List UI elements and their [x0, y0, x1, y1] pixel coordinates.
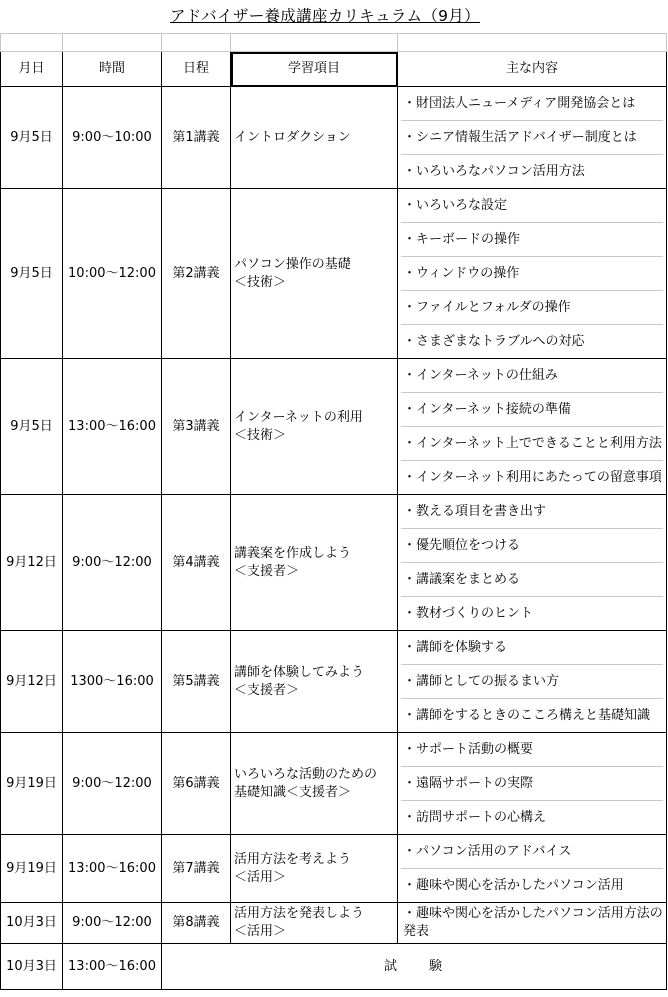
lecture-cell[interactable]: 第6講義 — [162, 733, 231, 835]
blank-row — [1, 34, 667, 52]
table-row — [1, 87, 667, 189]
header-month-day[interactable]: 月日 — [1, 52, 63, 87]
subject-cell[interactable] — [231, 495, 398, 631]
lecture-cell[interactable]: 第8講義 — [162, 903, 231, 944]
subject-line: いろいろな活動のための — [234, 766, 378, 782]
content-item[interactable]: ・遠隔サポートの実際 — [401, 767, 663, 801]
time-cell[interactable]: 9:00～12:00 — [63, 903, 162, 944]
subject-cell[interactable] — [231, 733, 398, 835]
content-item[interactable]: ・趣味や関心を活かしたパソコン活用方法の発表 — [403, 906, 663, 939]
subject-cell[interactable] — [231, 631, 398, 733]
content-item[interactable]: ・サポート活動の概要 — [401, 733, 663, 767]
header-time[interactable]: 時間 — [63, 52, 162, 87]
subject-line: 活用方法を発表しよう — [234, 906, 365, 921]
header-content[interactable]: 主な内容 — [398, 52, 667, 87]
subject-line: 活用方法を考えよう — [234, 851, 352, 867]
subject-line: ＜技術＞ — [234, 427, 287, 443]
content-item[interactable]: ・シニア情報生活アドバイザー制度とは — [401, 121, 663, 155]
content-item[interactable]: ・インターネット接続の準備 — [401, 393, 663, 427]
subject-line: 基礎知識＜支援者＞ — [234, 784, 352, 800]
subject-cell[interactable] — [231, 903, 398, 944]
content-item[interactable]: ・インターネットの仕組み — [401, 359, 663, 393]
content-item[interactable]: ・教える項目を書き出す — [401, 495, 663, 529]
table-row — [1, 359, 667, 495]
content-list — [401, 87, 663, 188]
date-cell[interactable]: 9月12日 — [1, 631, 63, 733]
exam-row — [1, 944, 667, 990]
curriculum-table — [0, 33, 667, 990]
lecture-cell[interactable]: 第3講義 — [162, 359, 231, 495]
time-cell[interactable]: 9:00～12:00 — [63, 733, 162, 835]
content-cell[interactable] — [398, 835, 667, 903]
table-row — [1, 189, 667, 359]
cell[interactable] — [63, 34, 162, 52]
content-cell[interactable] — [398, 87, 667, 189]
content-cell[interactable] — [398, 359, 667, 495]
subject-line: ＜活用＞ — [234, 924, 287, 939]
page-title: アドバイザー養成講座カリキュラム（9月） — [170, 7, 480, 25]
content-cell[interactable] — [398, 189, 667, 359]
date-cell[interactable]: 9月5日 — [1, 359, 63, 495]
table-row — [1, 903, 667, 944]
exam-cell[interactable]: 試 験 — [162, 944, 667, 990]
subject-line: ＜支援者＞ — [234, 563, 300, 579]
subject-cell[interactable] — [231, 835, 398, 903]
date-cell[interactable]: 10月3日 — [1, 903, 63, 944]
header-schedule[interactable]: 日程 — [162, 52, 231, 87]
content-item[interactable]: ・キーボードの操作 — [401, 223, 663, 257]
content-item[interactable]: ・講師を体験する — [401, 631, 663, 665]
content-item[interactable]: ・講師としての振るまい方 — [401, 665, 663, 699]
content-item[interactable]: ・いろいろな設定 — [401, 189, 663, 223]
subject-line: ＜活用＞ — [234, 869, 287, 885]
content-cell[interactable] — [398, 631, 667, 733]
content-list — [401, 835, 663, 902]
content-list — [401, 189, 663, 358]
content-item[interactable]: ・ファイルとフォルダの操作 — [401, 291, 663, 325]
time-cell[interactable]: 13:00～16:00 — [63, 835, 162, 903]
time-cell[interactable]: 13:00～16:00 — [63, 944, 162, 990]
header-subject-selected-cell[interactable]: 学習項目 — [231, 52, 398, 87]
date-cell[interactable]: 10月3日 — [1, 944, 63, 990]
lecture-cell[interactable]: 第4講義 — [162, 495, 231, 631]
subject-line: パソコン操作の基礎 — [234, 256, 351, 272]
date-cell[interactable]: 9月5日 — [1, 87, 63, 189]
content-item[interactable]: ・講師をするときのこころ構えと基礎知識 — [403, 708, 651, 723]
date-cell[interactable]: 9月12日 — [1, 495, 63, 631]
cell[interactable] — [398, 34, 667, 52]
content-item[interactable]: ・優先順位をつける — [401, 529, 663, 563]
date-cell[interactable]: 9月19日 — [1, 733, 63, 835]
content-item[interactable]: ・インターネット上でできることと利用方法 — [401, 427, 663, 461]
time-cell[interactable]: 9:00～12:00 — [63, 495, 162, 631]
date-cell[interactable]: 9月19日 — [1, 835, 63, 903]
subject-line: イントロダクション — [234, 129, 351, 145]
content-item[interactable]: ・ウィンドウの操作 — [401, 257, 663, 291]
subject-line: 講師を体験してみよう — [234, 664, 365, 680]
lecture-cell[interactable]: 第1講義 — [162, 87, 231, 189]
time-cell[interactable]: 1300～16:00 — [63, 631, 162, 733]
subject-line: 講義案を作成しよう — [234, 545, 352, 561]
content-cell[interactable] — [398, 733, 667, 835]
content-list — [401, 495, 663, 630]
content-item[interactable]: ・パソコン活用のアドバイス — [401, 835, 663, 869]
table-row — [1, 733, 667, 835]
table-row — [1, 835, 667, 903]
lecture-cell[interactable]: 第2講義 — [162, 189, 231, 359]
content-cell[interactable] — [398, 903, 667, 944]
cell[interactable] — [162, 34, 231, 52]
lecture-cell[interactable]: 第5講義 — [162, 631, 231, 733]
subject-cell[interactable] — [231, 189, 398, 359]
content-item[interactable]: ・講議案をまとめる — [401, 563, 663, 597]
content-item[interactable]: ・インターネット利用にあたっての留意事項 — [403, 470, 662, 485]
subject-cell[interactable] — [231, 87, 398, 189]
table-row — [1, 631, 667, 733]
content-item[interactable]: ・さまざまなトラブルへの対応 — [403, 334, 585, 349]
content-list — [401, 733, 663, 834]
content-list — [401, 903, 663, 943]
content-list — [401, 631, 663, 732]
content-item[interactable]: ・趣味や関心を活かしたパソコン活用 — [403, 878, 624, 893]
time-cell[interactable]: 9:00～10:00 — [63, 87, 162, 189]
time-cell[interactable]: 10:00～12:00 — [63, 189, 162, 359]
subject-line: ＜支援者＞ — [234, 682, 300, 698]
content-item[interactable]: ・いろいろなパソコン活用方法 — [403, 164, 585, 179]
cell[interactable] — [231, 34, 398, 52]
subject-cell[interactable] — [231, 359, 398, 495]
subject-line: ＜技術＞ — [234, 274, 287, 290]
content-item[interactable]: ・教材づくりのヒント — [403, 606, 534, 621]
content-list — [401, 359, 663, 494]
date-cell[interactable]: 9月5日 — [1, 189, 63, 359]
content-cell[interactable] — [398, 495, 667, 631]
header-row — [1, 52, 667, 87]
table-row — [1, 495, 667, 631]
time-cell[interactable]: 13:00～16:00 — [63, 359, 162, 495]
content-item[interactable]: ・財団法人ニューメディア開発協会とは — [401, 87, 663, 121]
subject-line: インターネットの利用 — [234, 409, 363, 425]
lecture-cell[interactable]: 第7講義 — [162, 835, 231, 903]
cell[interactable] — [1, 34, 63, 52]
content-item[interactable]: ・訪問サポートの心構え — [403, 810, 547, 825]
